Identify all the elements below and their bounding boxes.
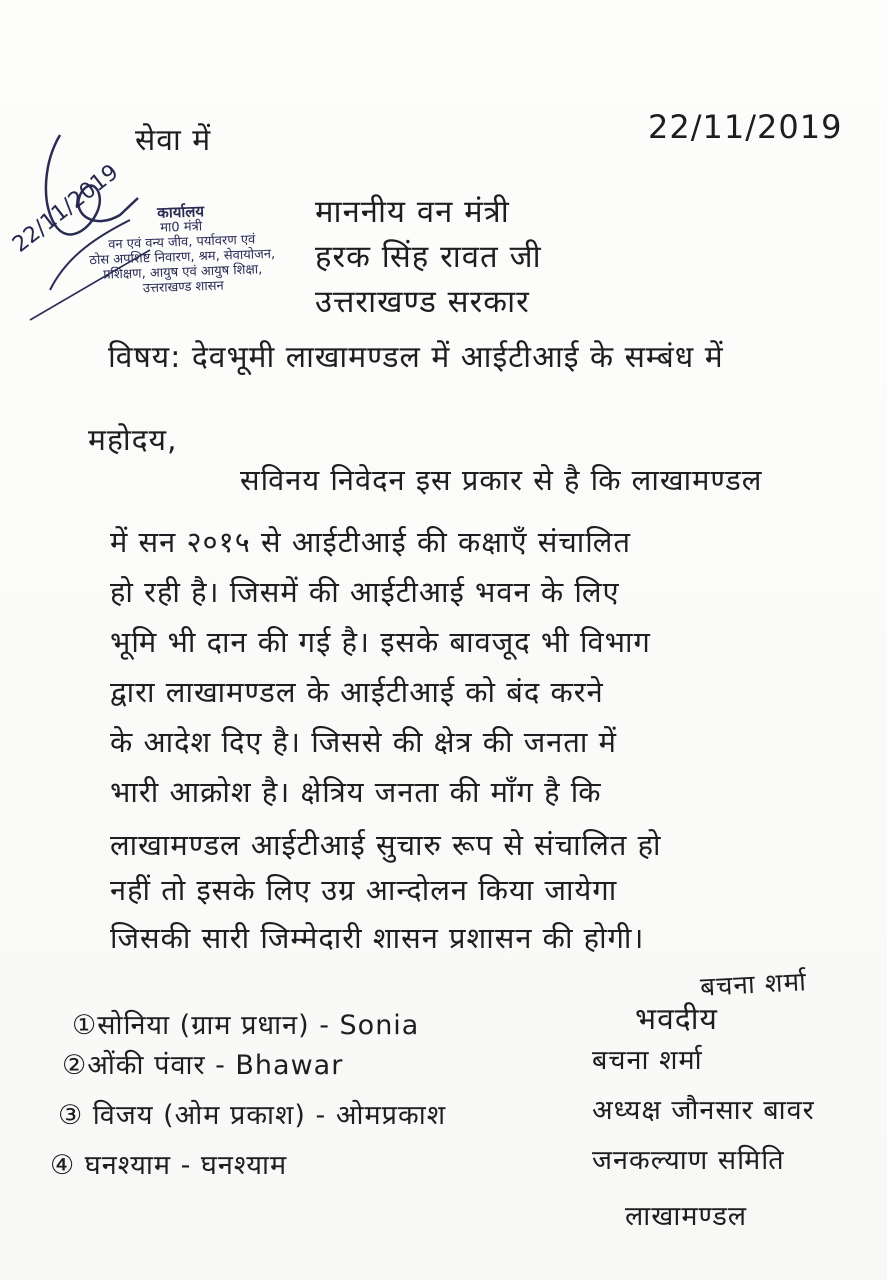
sender-line: बचना शर्मा (592, 1045, 703, 1076)
member-signature-line: ④ घनश्याम - घनश्याम (50, 1150, 288, 1181)
subject-line: विषय: देवभूमी लाखामण्डल में आईटीआई के सम्बंध में (108, 340, 724, 375)
stamp-handwritten-date: 22/11/2019 (8, 159, 124, 258)
stamp-line: प्रशिक्षण, आयुष एवं आयुष शिक्षा, (103, 262, 263, 283)
body-line: जिसकी सारी जिम्मेदारी शासन प्रशासन की होगी। (110, 921, 645, 955)
sender-line: जनकल्याण समिति (592, 1145, 785, 1176)
closing: भवदीय (635, 1002, 718, 1037)
body-line: लाखामण्डल आईटीआई सुचारु रूप से संचालित हो (110, 828, 662, 862)
body-line: द्वारा लाखामण्डल के आईटीआई को बंद करने (110, 675, 604, 709)
body-line: नहीं तो इसके लिए उग्र आन्दोलन किया जायेगा (110, 873, 618, 907)
office-stamp (70, 201, 293, 299)
body-line: भूमि भी दान की गई है। इसके बावजूद भी विभाग (110, 625, 651, 659)
stamp-line: ठोस अपशिष्ट निवारण, श्रम, सेवायोजन, (89, 246, 276, 269)
sender-line: अध्यक्ष जौनसार बावर (592, 1095, 815, 1126)
salutation: सेवा में (135, 123, 212, 158)
member-signature-line: ②ओंकी पंवार - Bhawar (62, 1050, 344, 1081)
stamp-line: कार्यालय (156, 202, 205, 222)
body-line: में सन २०१५ से आईटीआई की कक्षाएँ संचालित (110, 525, 632, 559)
sender-signature: बचना शर्मा (699, 967, 808, 1003)
greeting: महोदय, (88, 423, 178, 458)
body-line: भारी आक्रोश है। क्षेत्रिय जनता की माँग है कि (110, 775, 602, 809)
addressee-line: हरक सिंह रावत जी (315, 239, 542, 275)
body-line: सविनय निवेदन इस प्रकार से है कि लाखामण्डल (240, 463, 763, 497)
body-line: हो रही है। जिसमें की आईटीआई भवन के लिए (110, 575, 620, 609)
stamp-line: उत्तराखण्ड शासन (142, 278, 224, 297)
stamp-line: वन एवं वन्य जीव, पर्यावरण एवं (107, 232, 256, 253)
member-signature-line: ③ विजय (ओम प्रकाश) - ओमप्रकाश (58, 1100, 447, 1131)
addressee-line: उत्तराखण्ड सरकार (315, 284, 530, 320)
sender-line: लाखामण्डल (625, 1201, 748, 1232)
body-line: के आदेश दिए है। जिससे की क्षेत्र की जनता में (110, 725, 617, 759)
stamp-line: मा0 मंत्री (160, 219, 203, 236)
letter-date: 22/11/2019 (648, 108, 843, 146)
addressee-line: माननीय वन मंत्री (315, 194, 510, 230)
member-signature-line: ①सोनिया (ग्राम प्रधान) - Sonia (72, 1010, 420, 1041)
